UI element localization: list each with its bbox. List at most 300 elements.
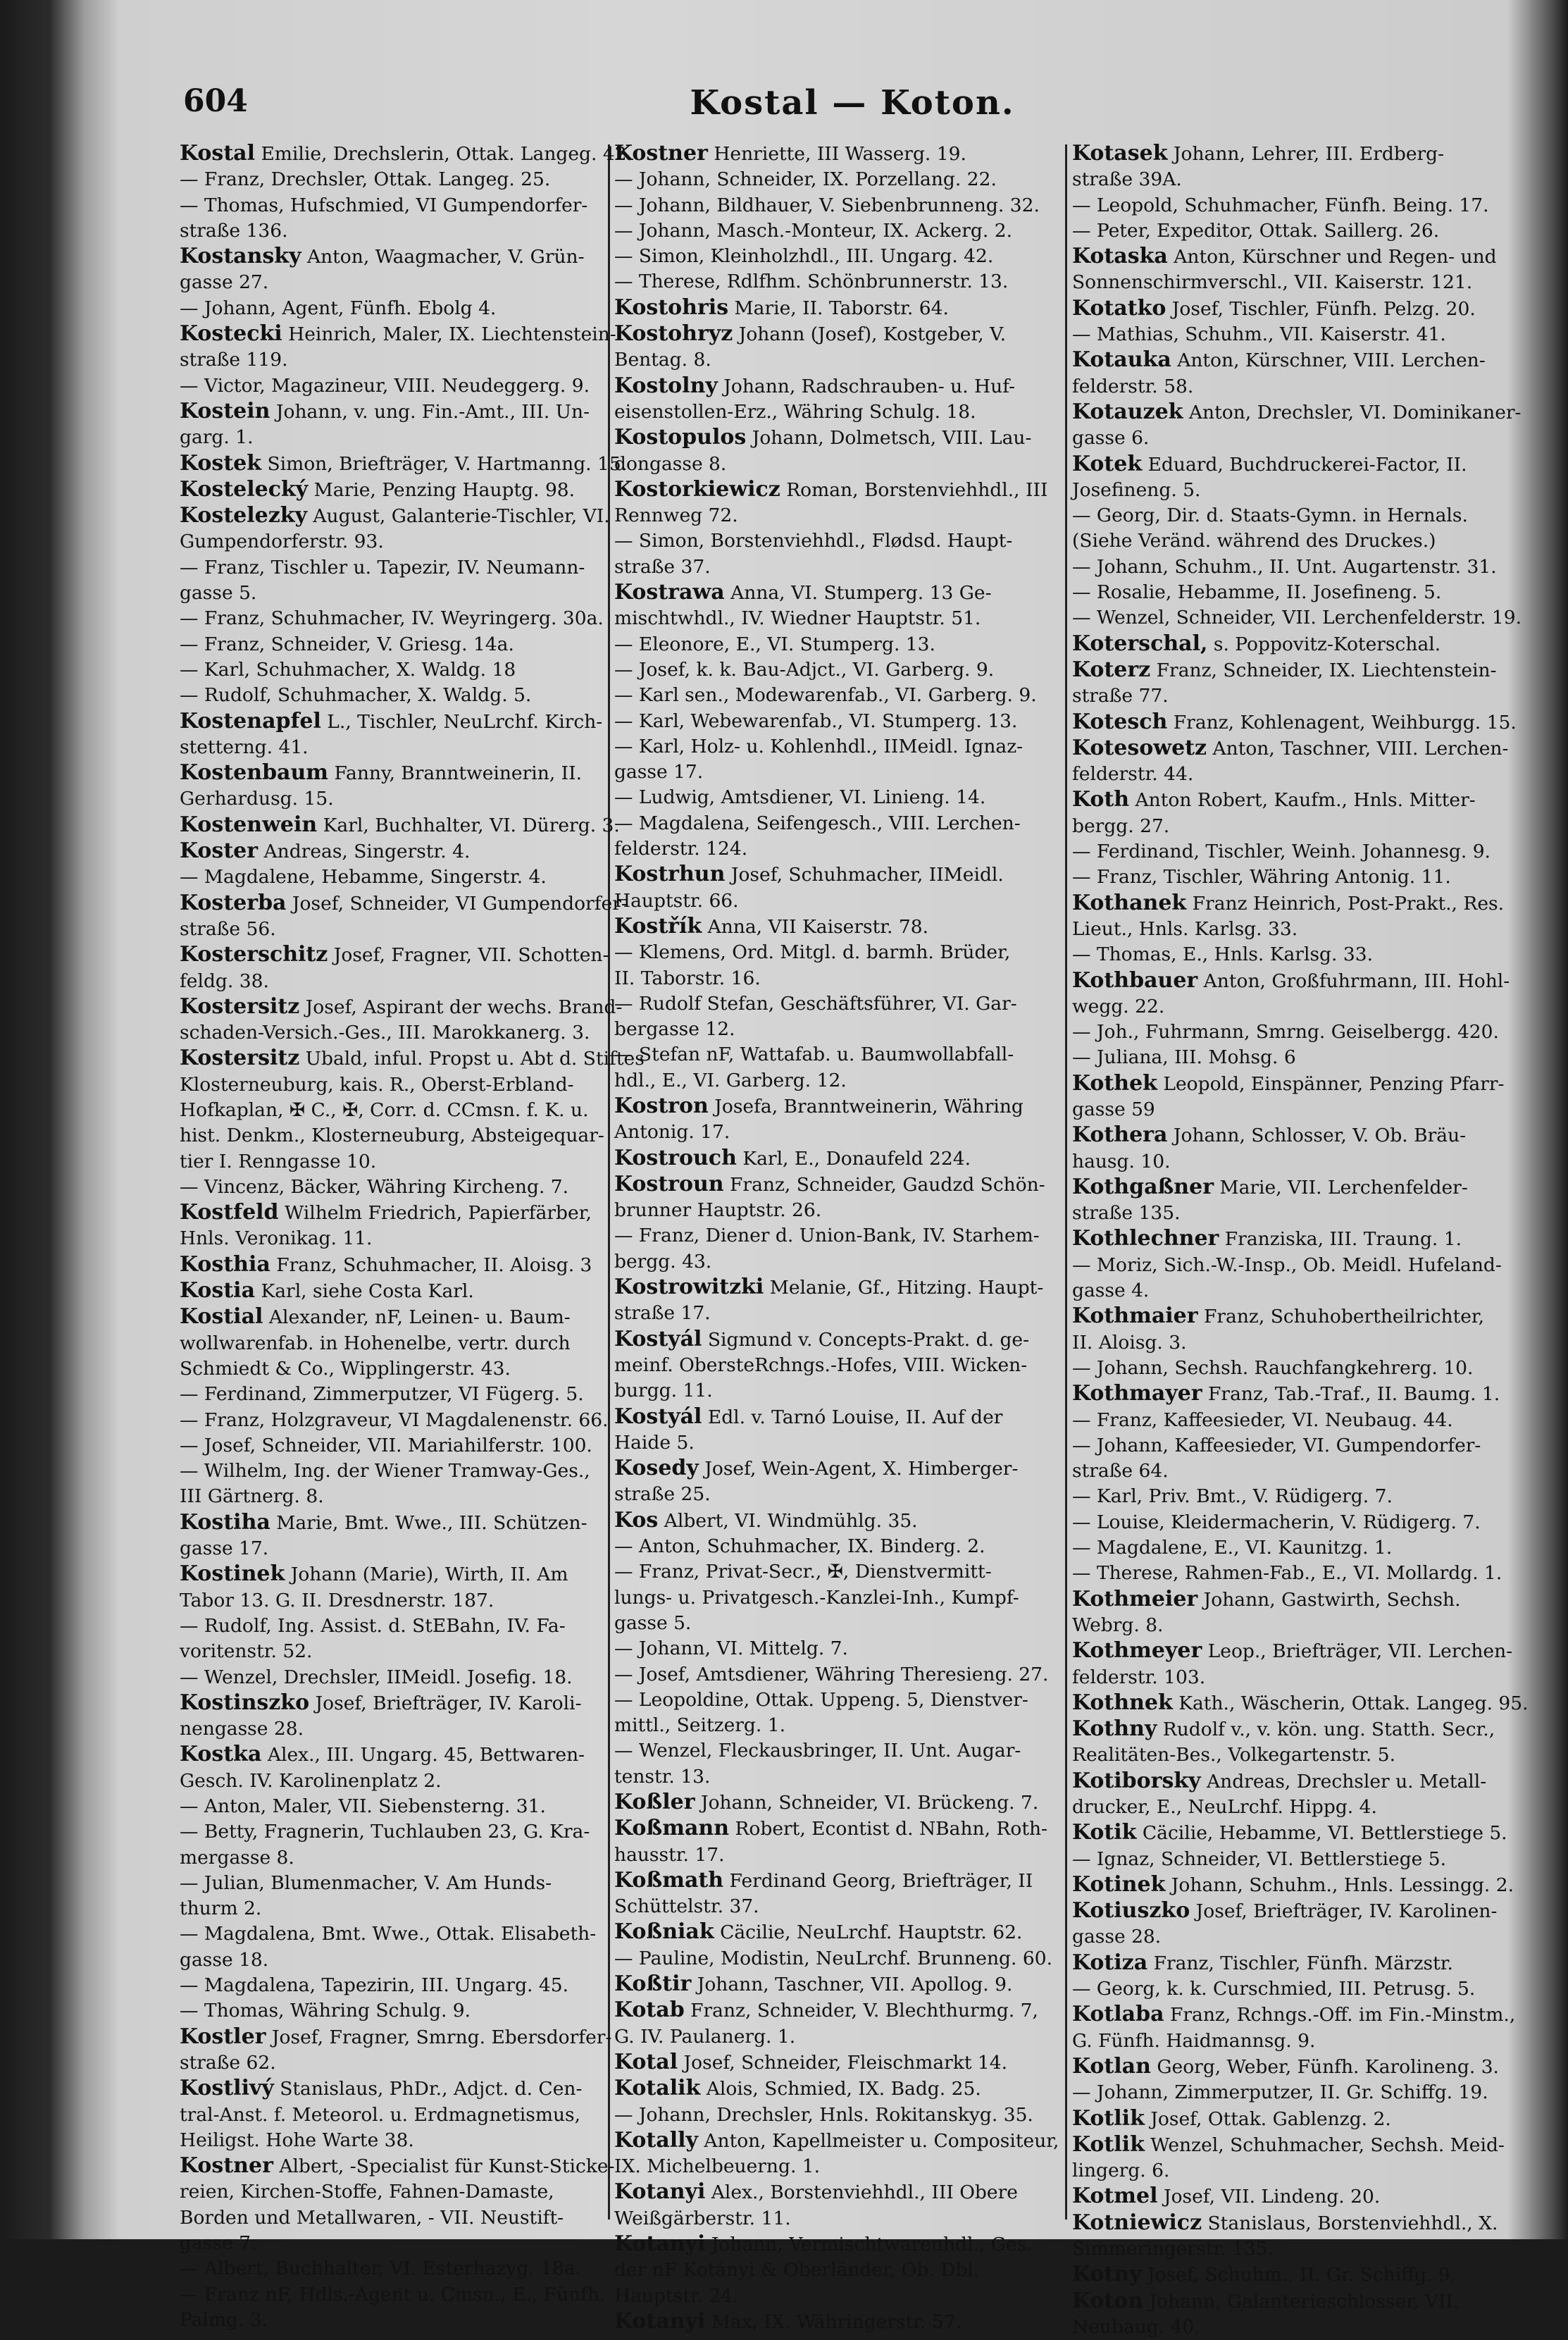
page-number: 604 — [183, 83, 248, 119]
entry-text: Johann, Dolmetsch, VIII. Lau- — [746, 427, 1032, 450]
directory-line — [614, 657, 1079, 683]
entry-text: G. Fünfh. Haidmannsg. 9. — [1072, 2029, 1316, 2052]
entry-surname: Kotiborsky — [1072, 1768, 1201, 1793]
entry-text: felderstr. 58. — [1072, 375, 1194, 397]
entry-text: Josef, Briefträger, IV. Karoli- — [309, 1692, 582, 1714]
directory-line — [1072, 218, 1509, 244]
directory-line — [1072, 1484, 1509, 1509]
directory-entry — [1072, 2002, 1516, 2028]
directory-line — [180, 1716, 602, 1742]
entry-surname: Koßmath — [614, 1867, 724, 1893]
entry-text: — Thomas, E., Hnls. Karlsg. 33. — [1072, 943, 1374, 966]
entry-text: Franz, Tischler, Fünfh. Märzstr. — [1147, 1952, 1453, 1974]
entry-text: — Wenzel, Schneider, VII. Lerchenfelderstr. 19. — [1072, 607, 1522, 629]
directory-entry — [1072, 1175, 1509, 1201]
entry-text: — Karl, Priv. Bmt., V. Rüdigerg. 7. — [1072, 1485, 1393, 1508]
directory-line — [180, 735, 602, 760]
directory-entry — [1072, 1381, 1509, 1407]
entry-text: — Peter, Expeditor, Ottak. Saillerg. 26. — [1072, 219, 1440, 242]
entry-surname: Kotasek — [1072, 141, 1168, 166]
directory-entry — [614, 2309, 1079, 2335]
directory-line — [180, 1665, 602, 1690]
entry-text: feldg. 38. — [180, 970, 269, 992]
directory-line — [1072, 1097, 1509, 1122]
directory-line — [614, 2258, 1079, 2283]
entry-surname: Kos — [614, 1507, 659, 1533]
entry-surname: Kostek — [180, 450, 262, 476]
directory-line — [1072, 1020, 1509, 1045]
entry-text: — Johann, VI. Mittelg. 7. — [614, 1638, 848, 1660]
directory-line — [180, 969, 602, 994]
entry-text: hist. Denkm., Klosterneuburg, Absteigequar- — [180, 1125, 604, 1147]
entry-text: Heiligst. Hohe Warte 38. — [180, 2129, 414, 2151]
directory-line — [1072, 1253, 1509, 1278]
directory-line — [1072, 1201, 1509, 1226]
entry-surname: Kotaska — [1072, 244, 1168, 269]
entry-text: Robert, Econtist d. NBahn, Roth- — [729, 1818, 1048, 1840]
entry-text: Franziska, III. Traung. 1. — [1219, 1228, 1462, 1251]
entry-text: — Wenzel, Fleckausbringer, II. Unt. Augar- — [614, 1740, 1021, 1762]
entry-text: Josef, Tischler, Fünfh. Pelzg. 20. — [1166, 297, 1476, 320]
entry-surname: Kostein — [180, 398, 270, 423]
directory-entry — [180, 709, 602, 735]
directory-line — [1072, 605, 1522, 631]
entry-surname: Koth — [1072, 787, 1130, 812]
entry-text: voritenstr. 52. — [180, 1640, 313, 1663]
directory-line — [1072, 2080, 1509, 2105]
directory-line — [614, 889, 1079, 914]
entry-surname: Kotniewicz — [1072, 2210, 1202, 2235]
directory-line — [180, 1948, 602, 1973]
directory-line — [180, 1588, 602, 1614]
directory-entry — [180, 477, 602, 503]
entry-text: Anton, Kürschner, VIII. Lerchen- — [1171, 349, 1486, 372]
directory-line — [1072, 1924, 1509, 1950]
entry-text: Alex., Borstenviehhdl., III Obere — [705, 2181, 1018, 2204]
entry-text: — Anton, Maler, VII. Siebensterng. 31. — [180, 1795, 546, 1817]
directory-line — [1072, 555, 1509, 580]
entry-text: Anna, VI. Stumperg. 13 Ge- — [724, 582, 992, 605]
directory-line — [1072, 1795, 1509, 1820]
directory-line — [614, 1738, 1079, 1764]
entry-text: gasse 59 — [1072, 1098, 1155, 1120]
directory-line — [180, 425, 602, 450]
directory-entry — [180, 993, 623, 1020]
entry-surname: Kothnek — [1072, 1690, 1173, 1715]
entry-text: thurm 2. — [180, 1898, 262, 1920]
directory-entry — [614, 1094, 1079, 1120]
entry-text: — Wenzel, Drechsler, IIMeidl. Josefig. 18. — [180, 1666, 573, 1688]
directory-entry — [614, 914, 1079, 940]
directory-entry — [1072, 1716, 1509, 1742]
entry-text: Johann, Taschner, VII. Apollog. 9. — [691, 1974, 1013, 1996]
entry-text: dongasse 8. — [614, 452, 727, 475]
directory-line — [614, 2206, 1079, 2231]
entry-text: IX. Michelbeuerng. 1. — [614, 2155, 821, 2178]
directory-line — [614, 940, 1079, 965]
directory-line — [1072, 1149, 1509, 1175]
entry-text: III Gärtnerg. 8. — [180, 1485, 324, 1508]
entry-surname: Kotauzek — [1072, 399, 1183, 424]
directory-entry — [614, 1816, 1079, 1842]
entry-surname: Kothmeier — [1072, 1586, 1198, 1611]
entry-text: — Johann, Zimmerputzer, II. Gr. Schiffg. 19. — [1072, 2081, 1488, 2104]
entry-surname: Kotesowetz — [1072, 735, 1207, 760]
directory-entry — [180, 1278, 602, 1304]
entry-text: Palmg. 3. — [180, 2308, 268, 2331]
entry-text: Ferdinand Georg, Briefträger, II — [723, 1869, 1033, 1892]
directory-line — [614, 1017, 1079, 1042]
directory-entry — [1072, 2054, 1509, 2080]
entry-text: Realitäten-Bes., Volkegartenstr. 5. — [1072, 1744, 1396, 1766]
entry-text: Josef, Wein-Agent, X. Himberger- — [698, 1458, 1019, 1480]
entry-surname: Kostfeld — [180, 1200, 279, 1225]
entry-text: Alois, Schmied, IX. Badg. 25. — [700, 2078, 981, 2100]
directory-line — [1072, 1535, 1509, 1561]
directory-line — [614, 347, 1079, 373]
directory-line — [1072, 1278, 1509, 1304]
entry-surname: Kostohryz — [614, 321, 733, 347]
directory-line — [180, 1020, 602, 1046]
directory-line — [180, 1614, 602, 1639]
entry-text: — Rudolf, Ing. Assist. d. StEBahn, IV. Fa- — [180, 1614, 566, 1637]
directory-line — [614, 1198, 1079, 1223]
entry-text: straße 77. — [1072, 685, 1169, 707]
entry-text: — Magdalene, E., VI. Kaunitzg. 1. — [1072, 1537, 1393, 1559]
directory-line — [180, 2282, 606, 2308]
entry-text: Henriette, III Wasserg. 19. — [707, 143, 966, 165]
entry-text: — Franz, Tischler u. Tapezir, IV. Neumann- — [180, 556, 585, 578]
directory-line — [614, 606, 1079, 631]
entry-text: Josefineng. 5. — [1072, 478, 1201, 501]
directory-entry — [614, 1971, 1079, 1998]
entry-surname: Kostinszko — [180, 1690, 310, 1715]
entry-text: wegg. 22. — [1072, 995, 1165, 1017]
entry-text: Franz, Rchngs.-Off. im Fin.-Minstm., — [1164, 2004, 1516, 2026]
entry-text: Roman, Borstenviehhdl., III — [780, 478, 1048, 501]
entry-text: — Josef, k. k. Bau-Adjct., VI. Garberg. 9. — [614, 658, 995, 681]
entry-text: Johann, Radschrauben- u. Huf- — [717, 375, 1016, 397]
entry-text: Ubald, inful. Propst u. Abt d. Stiftes — [299, 1048, 645, 1070]
entry-text: Gumpendorferstr. 93. — [180, 531, 384, 553]
directory-line — [180, 1226, 602, 1251]
directory-line — [180, 632, 602, 657]
directory-line — [180, 1123, 602, 1149]
directory-line — [614, 1559, 1079, 1585]
entry-surname: Kotlan — [1072, 2053, 1151, 2079]
entry-text: Bentag. 8. — [614, 349, 711, 371]
entry-text: Simmeringerstr. 135. — [1072, 2238, 1274, 2260]
entry-text: felderstr. 124. — [614, 838, 748, 860]
entry-text: — Johann, Kaffeesieder, VI. Gumpendorfer- — [1072, 1434, 1481, 1456]
entry-text: Tabor 13. G. II. Dresdnerstr. 187. — [180, 1589, 494, 1611]
directory-line — [180, 1845, 602, 1871]
entry-text: — Franz, Privat-Secr., ✠, Dienstvermitt- — [614, 1561, 992, 1583]
entry-text: burgg. 11. — [614, 1380, 713, 1402]
entry-text: Josef, Aspirant der wechs. Brand- — [299, 996, 623, 1018]
entry-text: — Magdalena, Bmt. Wwe., Ottak. Elisabeth- — [180, 1923, 597, 1945]
entry-text: — Rosalie, Hebamme, II. Josefineng. 5. — [1072, 581, 1442, 604]
directory-line — [1072, 1561, 1509, 1586]
directory-entry — [1072, 787, 1509, 813]
entry-text: Alexander, nF, Leinen- u. Baum- — [263, 1306, 571, 1329]
entry-text: tier I. Renngasse 10. — [180, 1150, 377, 1172]
entry-text: Johann, Galanterieschlosser, VII. — [1143, 2290, 1460, 2313]
directory-entry — [614, 1404, 1079, 1430]
entry-text: — Julian, Blumenmacher, V. Am Hunds- — [180, 1871, 552, 1894]
entry-surname: Kotesch — [1072, 709, 1168, 734]
entry-text: brunner Hauptstr. 26. — [614, 1199, 822, 1222]
entry-text: — Betty, Fragnerin, Tuchlauben 23, G. Kra- — [180, 1821, 590, 1843]
directory-line — [1072, 1976, 1509, 2002]
directory-entry — [180, 1561, 602, 1587]
entry-text: Josef, Schuhmacher, IIMeidl. — [725, 864, 1004, 886]
directory-line — [614, 1301, 1079, 1326]
entry-text: drucker, E., NeuLrchf. Hippg. 4. — [1072, 1796, 1377, 1818]
directory-entry — [180, 141, 633, 167]
entry-text: — Ignaz, Schneider, VI. Bettlerstiege 5. — [1072, 1847, 1447, 1870]
entry-text: Simon, Briefträger, V. Hartmanng. 15. — [261, 452, 628, 475]
directory-line — [614, 1894, 1079, 1919]
directory-line — [180, 373, 602, 399]
directory-line — [180, 2128, 602, 2153]
entry-surname: Kostron — [614, 1093, 709, 1118]
entry-surname: Kothek — [1072, 1070, 1157, 1096]
entry-surname: Koßmann — [614, 1816, 730, 1841]
directory-entry — [1072, 1871, 1514, 1898]
entry-text: Haide 5. — [614, 1431, 695, 1454]
directory-line — [180, 657, 602, 683]
entry-text: Franz, Schneider, Gaudzd Schön- — [723, 1173, 1045, 1196]
directory-line — [1072, 322, 1509, 347]
entry-surname: Kostolny — [614, 373, 718, 398]
entry-text: lungs- u. Privatgesch.-Kanzlei-Inh., Kumpf- — [614, 1586, 1019, 1609]
directory-line — [614, 760, 1079, 785]
entry-text: — Franz, Schneider, V. Griesg. 14a. — [180, 633, 514, 655]
directory-entry — [614, 321, 1079, 347]
directory-entry — [614, 2050, 1079, 2076]
entry-text: — Johann, Agent, Fünfh. Ebolg 4. — [180, 297, 497, 319]
entry-surname: Kothera — [1072, 1122, 1168, 1148]
directory-entry — [1072, 1122, 1509, 1149]
entry-text: bergg. 27. — [1072, 815, 1170, 837]
entry-text: mittl., Seitzerg. 1. — [614, 1714, 786, 1737]
entry-text: Johann, Schlosser, V. Ob. Bräu- — [1167, 1125, 1467, 1147]
entry-surname: Kostner — [614, 141, 708, 166]
entry-text: tral-Anst. f. Meteorol. u. Erdmagnetismus, — [180, 2103, 581, 2126]
entry-text: reien, Kirchen-Stoffe, Fahnen-Damaste, — [180, 2181, 554, 2203]
entry-text: — Therese, Rdlfhm. Schönbrunnerstr. 13. — [614, 271, 1009, 293]
entry-text: Alex., III. Ungarg. 45, Bettwaren- — [261, 1744, 585, 1766]
entry-text: Franz, Schuhmacher, II. Aloisg. 3 — [270, 1253, 592, 1276]
directory-entry — [1072, 2210, 1509, 2236]
entry-text: — Karl, Schuhmacher, X. Waldg. 18 — [180, 658, 516, 681]
entry-surname: Kostenbaum — [180, 760, 329, 786]
directory-line — [180, 1639, 602, 1664]
entry-text: — Franz, Schuhmacher, IV. Weyringerg. 30a. — [180, 607, 604, 630]
entry-surname: Kostrawa — [614, 580, 725, 605]
entry-text: Marie, II. Taborstr. 64. — [728, 297, 949, 319]
entry-text: — Karl, Webewarenfab., VI. Stumperg. 13. — [614, 710, 1018, 732]
directory-line — [1072, 374, 1509, 400]
directory-entry — [1072, 1071, 1509, 1097]
directory-entry — [614, 1868, 1079, 1894]
entry-text: — Magdalene, Hebamme, Singerstr. 4. — [180, 866, 547, 889]
entry-text: stetterng. 41. — [180, 736, 309, 758]
directory-entry — [180, 942, 609, 968]
entry-surname: Kostorkiewicz — [614, 476, 780, 502]
entry-text: gasse 5. — [180, 582, 257, 605]
directory-column-3 — [1072, 141, 1529, 2338]
directory-line — [614, 528, 1079, 554]
directory-line — [614, 218, 1079, 244]
directory-entry — [1072, 2106, 1509, 2132]
directory-entry — [614, 2231, 1079, 2258]
directory-line — [614, 1430, 1079, 1456]
entry-text: Klosterneuburg, kais. R., Oberst-Erbland- — [180, 1073, 574, 1096]
directory-line — [180, 1769, 602, 1794]
directory-entry — [1072, 2262, 1509, 2288]
entry-text: — Karl, Holz- u. Kohlenhdl., IIMeidl. Ignaz- — [614, 735, 1023, 757]
entry-surname: Kotny — [1072, 2262, 1142, 2287]
entry-text: bergg. 43. — [614, 1250, 712, 1273]
entry-text: — Johann, Sechsh. Rauchfangkehrerg. 10. — [1072, 1356, 1474, 1379]
entry-surname: Kostiha — [180, 1509, 270, 1535]
entry-text: tenstr. 13. — [614, 1765, 711, 1788]
entry-text: Anton, Kapellmeister u. Compositeur, — [697, 2129, 1059, 2152]
directory-entry — [1072, 2184, 1509, 2210]
entry-text: bergasse 12. — [614, 1018, 735, 1041]
entry-text: Franz, Schneider, IX. Liechtenstein- — [1150, 659, 1497, 681]
entry-text: der nF Kotányi & Oberländer, Ob. Dbl. — [614, 2259, 980, 2282]
directory-line — [614, 709, 1079, 734]
directory-entry — [1072, 1769, 1509, 1795]
directory-line — [1072, 580, 1509, 605]
entry-text: meinf. ObersteRchngs.-Hofes, VIII. Wicken- — [614, 1354, 1028, 1376]
entry-text: Anna, VII Kaiserstr. 78. — [702, 915, 929, 938]
directory-entry — [614, 2128, 1079, 2154]
entry-surname: Kostyál — [614, 1404, 702, 1429]
entry-text: straße 62. — [180, 2051, 276, 2074]
entry-text: Leopold, Einspänner, Penzing Pfarr- — [1157, 1072, 1505, 1095]
entry-text: gasse 28. — [1072, 1926, 1162, 1948]
directory-entry — [1072, 296, 1509, 322]
directory-line — [180, 1484, 602, 1509]
entry-surname: Kotatko — [1072, 295, 1166, 321]
directory-line — [180, 1331, 602, 1356]
directory-entry — [1072, 452, 1509, 478]
entry-text: — Josef, Amtsdiener, Währing Theresieng. 27. — [614, 1663, 1049, 1685]
entry-text: straße 25. — [614, 1483, 711, 1506]
entry-surname: Kothlechner — [1072, 1226, 1219, 1251]
entry-surname: Koterschal, — [1072, 631, 1208, 656]
entry-surname: Kostner — [180, 2153, 273, 2179]
entry-surname: Kothanek — [1072, 890, 1187, 915]
directory-entry — [1072, 347, 1509, 373]
directory-line — [614, 1482, 1079, 1507]
directory-line — [180, 606, 602, 631]
directory-line — [180, 1408, 609, 1433]
entry-text: — Franz, Diener d. Union-Bank, IV. Starhem- — [614, 1225, 1040, 1247]
directory-line — [180, 193, 602, 218]
entry-surname: Kostecki — [180, 321, 282, 347]
entry-text: Georg, Weber, Fünfh. Karolineng. 3. — [1150, 2055, 1499, 2078]
entry-surname: Kotanyi — [614, 2179, 706, 2205]
entry-text: Franz, Schneider, V. Blechthurmg. 7, — [684, 2000, 1038, 2022]
entry-text: — Klemens, Ord. Mitgl. d. barmh. Brüder, — [614, 941, 1011, 964]
entry-text: Stanislaus, PhDr., Adjct. d. Cen- — [273, 2078, 583, 2100]
entry-text: Cäcilie, Hebamme, VI. Bettlerstiege 5. — [1136, 1822, 1507, 1845]
directory-line — [614, 2284, 1079, 2309]
entry-surname: Kothgaßner — [1072, 1174, 1214, 1199]
entry-text: hausg. 10. — [1072, 1150, 1171, 1172]
entry-text: Franz Heinrich, Post-Prakt., Res. — [1186, 892, 1505, 915]
entry-text: Josef, Briefträger, IV. Karolinen- — [1190, 1900, 1498, 1923]
entry-surname: Kotal — [614, 2049, 678, 2074]
directory-line — [614, 2154, 1079, 2179]
directory-entry — [180, 2076, 602, 2102]
directory-entry — [180, 244, 602, 270]
directory-line — [180, 167, 602, 192]
directory-entry — [1072, 1690, 1529, 1716]
directory-line — [614, 269, 1079, 295]
directory-line — [180, 1794, 602, 1819]
entry-text: Kath., Wäscherin, Ottak. Langeg. 95. — [1172, 1692, 1529, 1714]
entry-text: Andreas, Drechsler u. Metall- — [1200, 1770, 1487, 1793]
directory-entry — [1072, 968, 1509, 994]
entry-surname: Kostansky — [180, 244, 301, 269]
entry-text: Marie, Penzing Hauptg. 98. — [308, 478, 575, 501]
directory-entry — [1072, 1820, 1509, 1846]
directory-entry — [614, 425, 1079, 451]
entry-text: Josef, Schneider, Fleischmarkt 14. — [678, 2051, 1008, 2074]
entry-text: Johann (Josef), Kostgeber, V. — [733, 323, 1007, 346]
directory-line — [180, 1175, 602, 1200]
directory-line — [1072, 1433, 1509, 1459]
entry-text: s. Poppovitz-Koterschal. — [1207, 633, 1441, 655]
entry-text: — Eleonore, E., VI. Stumperg. 13. — [614, 633, 935, 655]
directory-line — [614, 1688, 1079, 1713]
directory-line — [180, 1459, 602, 1484]
entry-text: Schmiedt & Co., Wipplingerstr. 43. — [180, 1357, 511, 1380]
entry-surname: Kotauka — [1072, 347, 1171, 373]
entry-text: — Johann, Masch.-Monteur, IX. Ackerg. 2. — [614, 219, 1012, 242]
entry-surname: Kostohris — [614, 295, 729, 320]
directory-line — [180, 1921, 602, 1947]
directory-entry — [1072, 2132, 1509, 2158]
directory-line — [1072, 193, 1509, 218]
directory-line — [1072, 1613, 1509, 1638]
directory-entry — [180, 450, 628, 477]
entry-text: gasse 6. — [1072, 427, 1150, 450]
entry-surname: Kosedy — [614, 1456, 699, 1481]
directory-line — [614, 1611, 1079, 1636]
directory-line — [1072, 865, 1509, 890]
entry-text: — Victor, Magazineur, VIII. Neudeggerg. 9. — [180, 374, 590, 397]
directory-line — [1072, 1847, 1509, 1872]
directory-line — [614, 1068, 1079, 1094]
entry-text: straße 136. — [180, 219, 288, 242]
directory-entry — [614, 1146, 1079, 1172]
entry-surname: Kotinek — [1072, 1871, 1166, 1897]
directory-entry — [1072, 1226, 1509, 1252]
entry-text: gasse 27. — [180, 271, 269, 294]
entry-text: felderstr. 44. — [1072, 763, 1194, 786]
entry-text: Albert, -Specialist für Kunst-Sticke- — [273, 2155, 615, 2178]
entry-text: Johann, Lehrer, III. Erdberg- — [1167, 143, 1445, 165]
directory-line — [614, 1353, 1079, 1378]
directory-line — [1072, 1742, 1509, 1768]
